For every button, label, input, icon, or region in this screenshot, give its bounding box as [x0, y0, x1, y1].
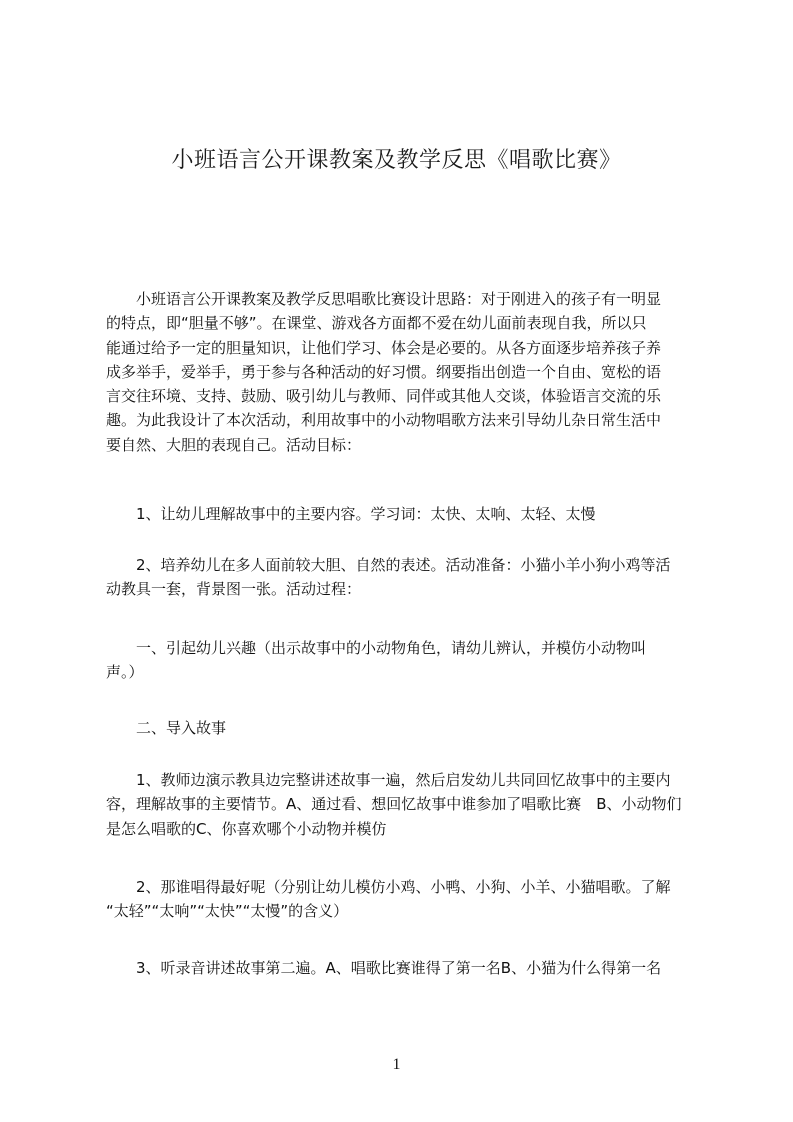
paragraph-step-2	[106, 716, 706, 740]
text-line: 小班语言公开课教案及教学反思唱歌比赛设计思路：对于刚进入的孩子有一明显	[106, 290, 662, 308]
paragraph-design-idea	[106, 287, 706, 457]
text-line: 趣。为此我设计了本次活动，利用故事中的小动物唱歌方法来引导幼儿杂日常生活中	[106, 411, 662, 430]
text-line: 1、让幼儿理解故事中的主要内容。学习词：太快、太响、太轻、太慢	[106, 505, 596, 523]
text-line: 动教具一套，背景图一张。活动过程：	[106, 580, 362, 599]
document-title: 小班语言公开课教案及教学反思《唱歌比赛》	[171, 148, 622, 173]
paragraph-goal-2	[106, 553, 706, 602]
paragraph-step-1	[106, 636, 706, 685]
paragraph-step-2-3	[106, 956, 706, 980]
text-line: 2、那谁唱得最好呢（分别让幼儿模仿小鸡、小鸭、小狗、小羊、小猫唱歌。了解	[106, 878, 671, 896]
text-line: 言交往环境、支持、鼓励、吸引幼儿与教师、同伴或其他人交谈，体验语言交流的乐	[106, 387, 662, 406]
text-line: 的特点，即“胆量不够”。在课堂、游戏各方面都不爱在幼儿面前表现自我，所以只	[106, 314, 647, 333]
text-line: 声。）	[106, 663, 144, 682]
text-line: 要自然、大胆的表现自己。活动目标：	[106, 435, 362, 454]
text-line: 二、导入故事	[106, 719, 227, 737]
text-line: 成多举手，爱举手，勇于参与各种活动的好习惯。纲要指出创造一个自由、宽松的语	[106, 362, 662, 381]
text-line: 容，理解故事的主要情节。A、通过看、想回忆故事中谁参加了唱歌比赛 B、小动物们	[106, 795, 682, 814]
paragraph-goal-1	[106, 502, 706, 526]
paragraph-step-2-2	[106, 875, 706, 924]
text-line: 一、引起幼儿兴趣（出示故事中的小动物角色，请幼儿辨认，并模仿小动物叫	[106, 639, 647, 657]
text-line: 是怎么唱歌的C、你喜欢哪个小动物并模仿	[106, 819, 387, 838]
text-line: 3、听录音讲述故事第二遍。A、唱歌比赛谁得了第一名B、小猫为什么得第一名	[106, 959, 662, 977]
text-line: 2、培养幼儿在多人面前较大胆、自然的表述。活动准备：小猫小羊小狗小鸡等活	[106, 556, 671, 574]
paragraph-step-2-1	[106, 768, 706, 841]
text-line: 1、教师边演示教具边完整讲述故事一遍，然后启发幼儿共同回忆故事中的主要内	[106, 771, 671, 789]
text-line: 能通过给予一定的胆量知识，让他们学习、体会是必要的。从各方面逐步培养孩子养	[106, 338, 662, 357]
text-line: “太轻”“太响”“太快”“太慢”的含义）	[106, 902, 349, 921]
page-number: 1	[392, 1056, 401, 1073]
